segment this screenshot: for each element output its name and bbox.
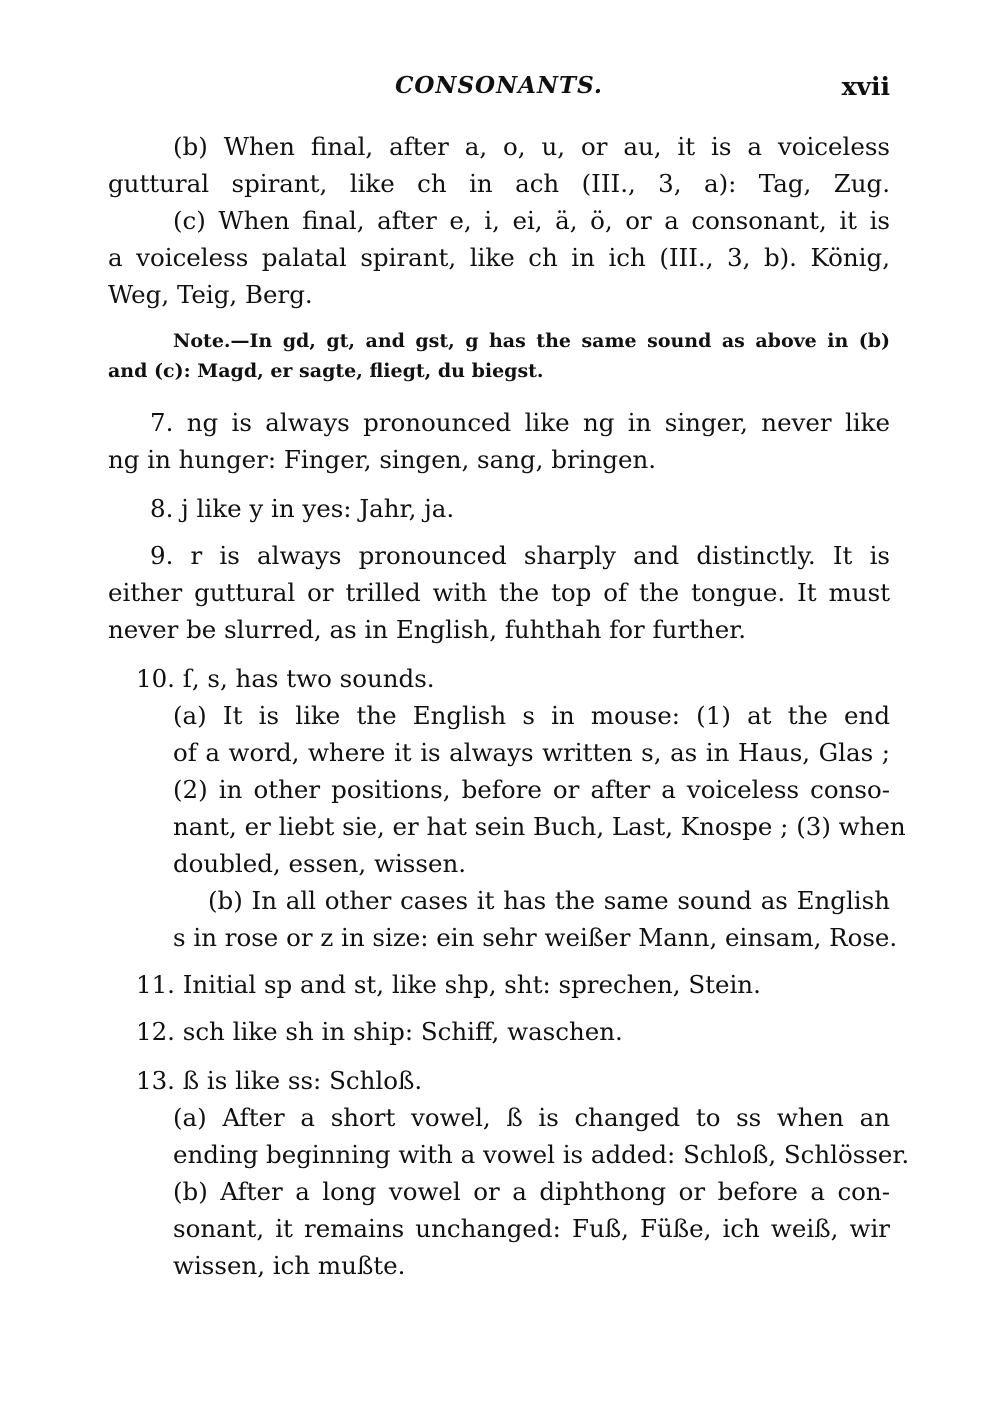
running-head: CONSONANTS. [395,72,603,99]
text-line: Note.—In gd, gt, and gst, g has the same sound as above in (b) [173,330,890,352]
text-line: (b) After a long vowel or a diphthong or before a con- [173,1177,890,1206]
text-line: (b) When final, after a, o, u, or au, it is a voiceless [173,132,890,161]
text-line: 8. j like y in yes: Jahr, ja. [150,494,455,523]
text-line: (c) When final, after e, i, ei, ä, ö, or a consonant, it is [173,206,890,235]
text-line: nant, er liebt sie, er hat sein Buch, Last, Knospe ; (3) when [173,812,906,841]
text-line: 7. ng is always pronounced like ng in singer, never like [150,408,890,437]
note [108,326,890,386]
text-line: (a) It is like the English s in mouse: (1) at the end [173,701,890,730]
item-9 [108,537,890,648]
text-line: 9. r is always pronounced sharply and distinctly. It is [150,541,890,570]
page-header [108,72,890,112]
item-8 [108,490,890,527]
text-line: ng in hunger: Finger, singen, sang, bringen. [108,445,657,474]
item-10 [108,660,906,956]
paragraph-b-c [108,128,890,313]
text-line: (2) in other positions, before or after a voiceless conso- [173,775,890,804]
item-7 [108,404,890,478]
text-line: 10. ſ, s, has two sounds. [136,664,435,693]
text-line: never be slurred, as in English, fuhthah for further. [108,615,747,644]
text-line: wissen, ich mußte. [173,1251,406,1280]
text-line: of a word, where it is always written s, as in Haus, Glas ; [173,738,890,767]
text-line: a voiceless palatal spirant, like ch in ich (III., 3, b). König, [108,243,890,272]
text-line: ending beginning with a vowel is added: Schloß, Schlösser. [173,1140,910,1169]
text-line: 12. sch like sh in ship: Schiff, waschen. [136,1017,623,1046]
text-line: (b) In all other cases it has the same sound as English [208,886,890,915]
item-13 [108,1062,910,1284]
text-line: Weg, Teig, Berg. [108,280,313,309]
item-11 [108,966,890,1003]
text-line: s in rose or z in size: ein sehr weißer Mann, einsam, Rose. [173,923,898,952]
item-12 [108,1013,890,1050]
page-number: xvii [841,72,890,101]
text-line: (a) After a short vowel, ß is changed to ss when an [173,1103,890,1132]
text-line: sonant, it remains unchanged: Fuß, Füße, ich weiß, wir [173,1214,890,1243]
text-line: guttural spirant, like ch in ach (III., 3, a): Tag, Zug. [108,169,890,198]
text-line: 11. Initial sp and st, like shp, sht: sprechen, Stein. [136,970,761,999]
text-line: either guttural or trilled with the top of the tongue. It must [108,578,890,607]
text-line: 13. ß is like ss: Schloß. [136,1066,423,1095]
text-line: doubled, essen, wissen. [173,849,467,878]
text-line: and (c): Magd, er sagte, fliegt, du biegst. [108,360,544,382]
